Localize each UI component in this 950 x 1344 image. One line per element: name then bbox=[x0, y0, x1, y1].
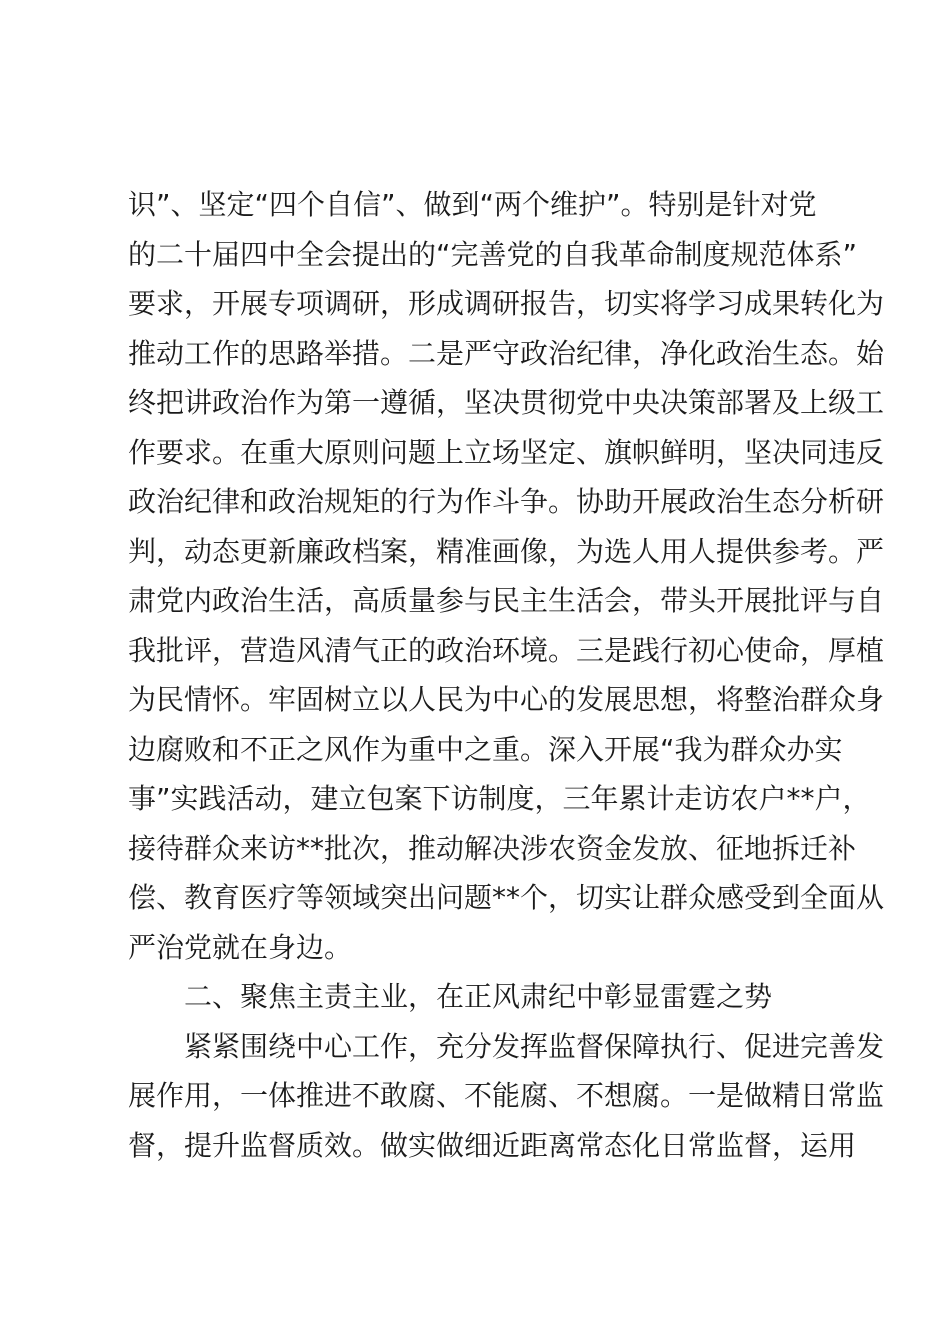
paragraph-first-line: 紧紧围绕中心工作，充分发挥监督保障执行、促进完善发 bbox=[184, 1029, 885, 1063]
text-line-4: 推动工作的思路举措。二是严守政治纪律，净化政治生态。始 bbox=[128, 336, 885, 370]
text-line-6: 作要求。在重大原则问题上立场坚定、旗帜鲜明，坚决同违反 bbox=[128, 435, 885, 469]
section-heading: 二、聚焦主责主业，在正风肃纪中彰显雷霆之势 bbox=[184, 980, 773, 1013]
text-line-11: 为民情怀。牢固树立以人民为中心的发展思想，将整治群众身 bbox=[128, 683, 885, 716]
text-line-12: 边腐败和不正之风作为重中之重。深入开展“我为群众办实 bbox=[128, 732, 843, 766]
text-line-13: 事”实践活动，建立包案下访制度，三年累计走访农户**户， bbox=[128, 782, 871, 815]
text-line-1: 识”、坚定“四个自信”、做到“两个维护”。特别是针对党 bbox=[128, 188, 817, 221]
text-line-7: 政治纪律和政治规矩的行为作斗争。协助开展政治生态分析研 bbox=[128, 485, 885, 518]
text-line-3: 要求，开展专项调研，形成调研报告，切实将学习成果转化为 bbox=[128, 287, 885, 320]
text-line-9: 肃党内政治生活，高质量参与民主生活会，带头开展批评与自 bbox=[128, 584, 885, 617]
text-line-2: 的二十届四中全会提出的“完善党的自我革命制度规范体系” bbox=[128, 237, 858, 271]
text-line-19: 展作用，一体推进不敢腐、不能腐、不想腐。一是做精日常监 bbox=[128, 1079, 885, 1112]
text-line-10: 我批评，营造风清气正的政治环境。三是践行初心使命，厚植 bbox=[128, 633, 885, 667]
text-line-15: 偿、教育医疗等领域突出问题**个，切实让群众感受到全面从 bbox=[128, 881, 885, 914]
text-line-14: 接待群众来访**批次，推动解决涉农资金发放、征地拆迁补 bbox=[128, 831, 857, 865]
text-line-16: 严治党就在身边。 bbox=[128, 930, 353, 964]
text-line-20: 督，提升监督质效。做实做细近距离常态化日常监督，运用 bbox=[128, 1128, 857, 1162]
text-line-5: 终把讲政治作为第一遵循，坚决贯彻党中央决策部署及上级工 bbox=[128, 386, 885, 419]
text-line-8: 判，动态更新廉政档案，精准画像，为选人用人提供参考。严 bbox=[128, 534, 885, 568]
document-body bbox=[128, 180, 885, 1170]
